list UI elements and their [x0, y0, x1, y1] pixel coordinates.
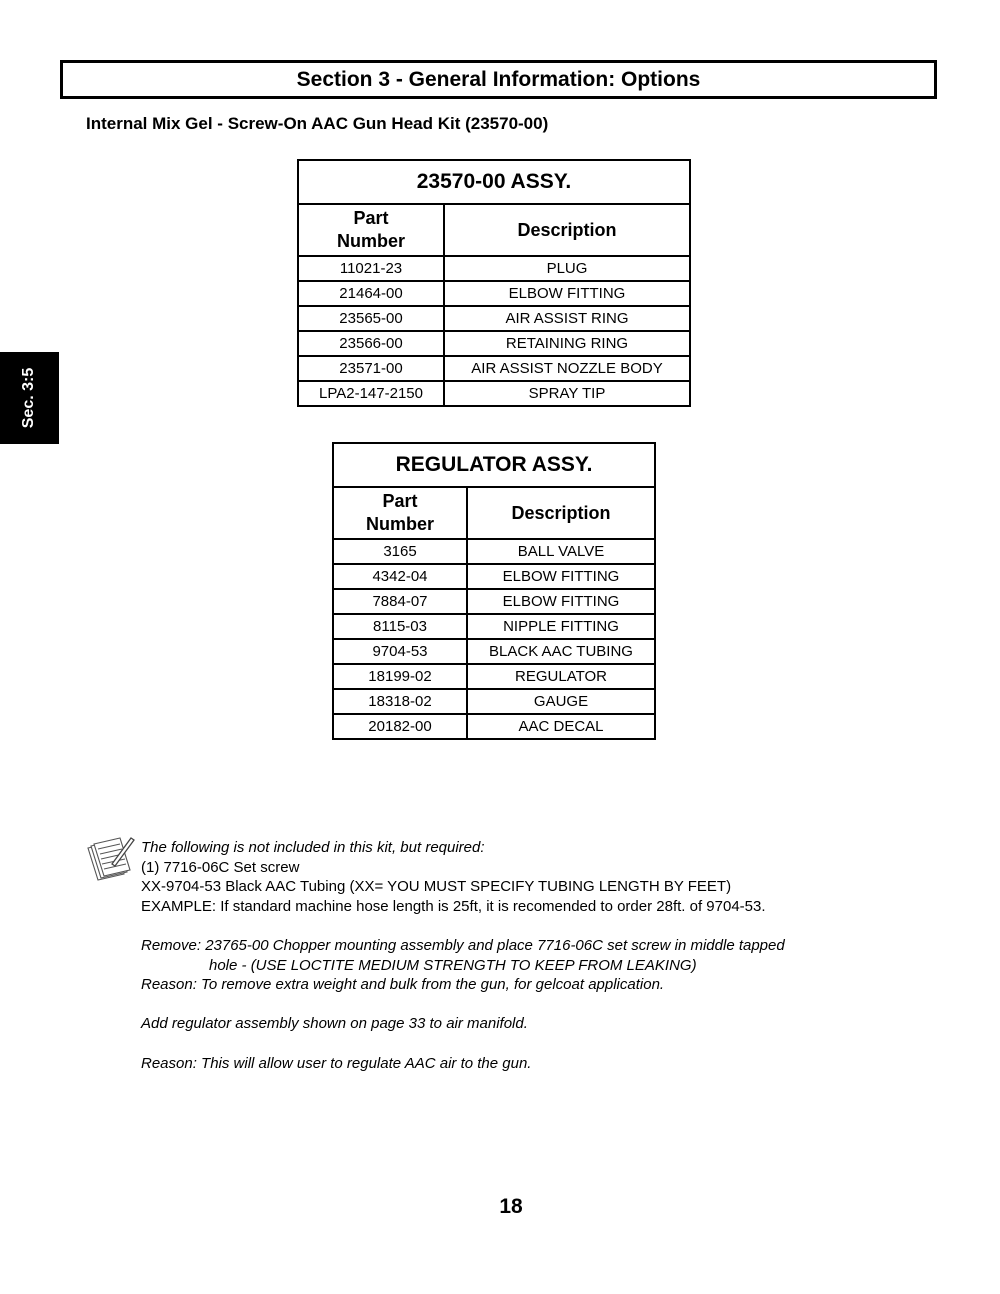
- notes-remove-continued: hole - (USE LOCTITE MEDIUM STRENGTH TO KEEP FROM LEAKING): [209, 956, 697, 974]
- page-number: 18: [499, 1195, 523, 1218]
- part-number-cell: 20182-00: [333, 714, 467, 739]
- regulator-table-body: [333, 539, 655, 739]
- assy-table-body: [298, 256, 690, 406]
- part-number-cell: 23566-00: [298, 331, 444, 356]
- notes-remove: Remove: 23765-00 Chopper mounting assembly and place 7716-06C set screw in middle tapped: [141, 936, 785, 954]
- side-tab-label: Sec. 3:5: [20, 367, 38, 429]
- section-side-tab: [0, 352, 59, 444]
- notes-add-regulator: Add regulator assembly shown on page 33 to air manifold.: [141, 1015, 528, 1033]
- description-cell: SPRAY TIP: [444, 381, 690, 406]
- table-row: [298, 306, 690, 331]
- description-cell: ELBOW FITTING: [467, 564, 655, 589]
- table-row: [333, 539, 655, 564]
- description-cell: AIR ASSIST RING: [444, 306, 690, 331]
- notes-example: EXAMPLE: If standard machine hose length is 25ft, it is recomended to order 28ft. of 9704-53.: [141, 897, 766, 915]
- part-number-cell: 3165: [333, 539, 467, 564]
- table-row: [333, 689, 655, 714]
- table-row: [333, 614, 655, 639]
- assy-parts-table: [297, 159, 691, 407]
- table-row: [333, 564, 655, 589]
- part-number-cell: LPA2-147-2150: [298, 381, 444, 406]
- notes-reason-regulate: Reason: This will allow user to regulate AAC air to the gun.: [141, 1054, 532, 1072]
- description-cell: AIR ASSIST NOZZLE BODY: [444, 356, 690, 381]
- notes-tubing: XX-9704-53 Black AAC Tubing (XX= YOU MUST SPECIFY TUBING LENGTH BY FEET): [141, 878, 732, 896]
- table-row: [333, 639, 655, 664]
- notepad-icon: [84, 834, 136, 886]
- description-cell: ELBOW FITTING: [444, 281, 690, 306]
- table-row: [298, 331, 690, 356]
- regulator-table-title: REGULATOR ASSY.: [333, 443, 655, 487]
- kit-subtitle: Internal Mix Gel - Screw-On AAC Gun Head Kit (23570-00): [86, 114, 549, 133]
- part-number-cell: 21464-00: [298, 281, 444, 306]
- section-title-text: Section 3 - General Information: Options: [296, 67, 701, 91]
- part-number-cell: 7884-07: [333, 589, 467, 614]
- part-number-cell: 8115-03: [333, 614, 467, 639]
- table-row: [333, 664, 655, 689]
- table-row: [298, 381, 690, 406]
- regulator-col-part-number: Part Number: [333, 487, 467, 539]
- part-number-cell: 9704-53: [333, 639, 467, 664]
- assy-table-title: 23570-00 ASSY.: [298, 160, 690, 204]
- part-number-cell: 23565-00: [298, 306, 444, 331]
- description-cell: ELBOW FITTING: [467, 589, 655, 614]
- description-cell: AAC DECAL: [467, 714, 655, 739]
- part-number-cell: 23571-00: [298, 356, 444, 381]
- description-cell: REGULATOR: [467, 664, 655, 689]
- regulator-parts-table: [332, 442, 656, 740]
- section-title: [60, 60, 937, 99]
- regulator-col-description: Description: [467, 487, 655, 539]
- notes-set-screw: (1) 7716-06C Set screw: [141, 858, 300, 876]
- description-cell: PLUG: [444, 256, 690, 281]
- table-row: [298, 281, 690, 306]
- assy-col-part-number: Part Number: [298, 204, 444, 256]
- kit-notes: [141, 838, 901, 1073]
- description-cell: BLACK AAC TUBING: [467, 639, 655, 664]
- description-cell: RETAINING RING: [444, 331, 690, 356]
- assy-col-description: Description: [444, 204, 690, 256]
- part-number-cell: 18318-02: [333, 689, 467, 714]
- notes-reason-weight: Reason: To remove extra weight and bulk from the gun, for gelcoat application.: [141, 976, 665, 994]
- table-row: [298, 356, 690, 381]
- table-row: [298, 256, 690, 281]
- part-number-cell: 4342-04: [333, 564, 467, 589]
- description-cell: BALL VALVE: [467, 539, 655, 564]
- notes-intro: The following is not included in this kit, but required:: [141, 839, 485, 856]
- part-number-cell: 11021-23: [298, 256, 444, 281]
- part-number-cell: 18199-02: [333, 664, 467, 689]
- table-row: [333, 589, 655, 614]
- description-cell: GAUGE: [467, 689, 655, 714]
- description-cell: NIPPLE FITTING: [467, 614, 655, 639]
- table-row: [333, 714, 655, 739]
